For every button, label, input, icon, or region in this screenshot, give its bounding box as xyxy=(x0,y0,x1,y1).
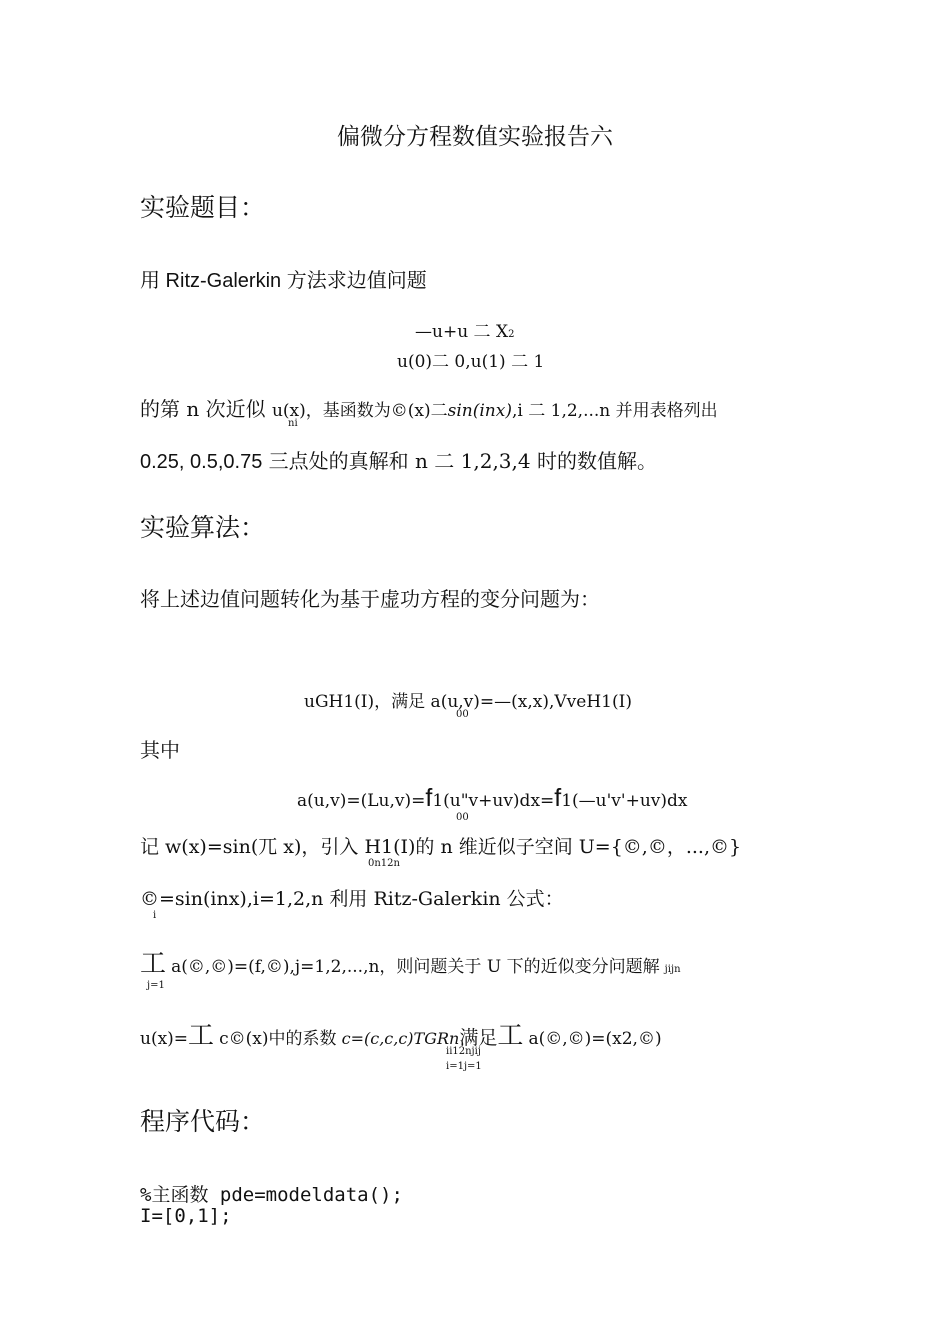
problem-line-1-sin: sin(inx) xyxy=(447,401,512,421)
variational-sub: 00 xyxy=(456,709,469,720)
galerkin-text: a(©,©)=(f,©),j=1,2,...,n，则问题关于 U 下的近似变分问题解 xyxy=(171,957,660,977)
solution-sub-2: i=1j=1 xyxy=(446,1061,482,1072)
heading-algorithm: 实验算法： xyxy=(140,513,266,542)
problem-line-1c: ,i 二 1,2,...n 并用表格列出 xyxy=(511,401,718,421)
problem-line-1-sub: ni xyxy=(288,418,298,429)
problem-line-1b: u(x)，基函数为©(x)二 xyxy=(271,401,448,421)
code-line-2: I=[0,1]; xyxy=(140,1205,232,1227)
problem-line-1a: 的第 n 次近似 xyxy=(140,397,266,421)
sum-symbol-2: 工 xyxy=(188,1021,215,1051)
basis-line: ©=sin(inx),i=1,2,n 利用 Ritz-Galerkin 公式： xyxy=(140,888,564,910)
bilinear-form xyxy=(297,784,687,813)
qizhong-label: 其中 xyxy=(140,738,180,762)
problem-line-1 xyxy=(140,393,718,422)
integral-symbol-1: f xyxy=(425,784,433,812)
equation-ode xyxy=(415,317,514,342)
galerkin-right-sub: jijn xyxy=(664,964,681,975)
bilinear-form-sub: 00 xyxy=(456,812,469,823)
basis-sub: i xyxy=(153,910,157,921)
page-title: 偏微分方程数值实验报告六 xyxy=(337,124,613,150)
galerkin-line xyxy=(140,943,681,980)
subspace-line: 记 w(x)=sin(兀 x)，引入 H1(I)的 n 维近似子空间 U={©,©，...,©} xyxy=(140,836,742,858)
heading-topic: 实验题目： xyxy=(140,193,266,222)
problem-line-2a: 0.25, 0.5,0.75 xyxy=(140,451,263,473)
variational-equation: uGH1(I)，满足 a(u,v)=—(x,x),VveH1(I) xyxy=(304,692,632,712)
solution-line xyxy=(140,1015,662,1052)
solution-satisfy: 满足 xyxy=(459,1027,498,1049)
algorithm-intro: 将上述边值问题转化为基于虚功方程的变分问题为： xyxy=(140,587,600,611)
problem-line-2 xyxy=(140,445,657,474)
solution-coef: c©(x)中的系数 xyxy=(219,1029,337,1049)
problem-line-2b: 三点处的真解和 n 二 1,2,3,4 时的数值解。 xyxy=(262,449,657,473)
solution-system: a(©,©)=(x2,©) xyxy=(528,1029,662,1049)
equation-ode-sub: 2 xyxy=(508,329,515,340)
heading-code: 程序代码： xyxy=(140,1107,266,1136)
solution-u: u(x)= xyxy=(140,1029,189,1049)
problem-intro: 用 Ritz-Galerkin 方法求边值问题 xyxy=(140,270,427,292)
code-line-1: %主函数 pde=modeldata(); xyxy=(140,1184,403,1206)
bilinear-form-a: a(u,v)=(Lu,v)= xyxy=(297,791,426,811)
integral-symbol-2: f xyxy=(554,784,562,812)
solution-sub-1: ii12njij xyxy=(446,1046,481,1057)
sum-symbol-3: 工 xyxy=(497,1021,524,1051)
solution-vector: c=(c,c,c)TGRn xyxy=(341,1029,460,1048)
sum-symbol-1: 工 xyxy=(140,949,167,979)
equation-ode-text: —u+u 二 X xyxy=(415,322,509,342)
bilinear-form-end: 1(—u'v'+uv)dx xyxy=(561,791,688,811)
equation-bc: u(0)二 0,u(1) 二 1 xyxy=(397,352,545,372)
sum-sub: j=1 xyxy=(147,980,165,991)
bilinear-form-mid: 1(u"v+uv)dx= xyxy=(432,791,555,811)
subspace-sub: 0n12n xyxy=(368,858,400,869)
